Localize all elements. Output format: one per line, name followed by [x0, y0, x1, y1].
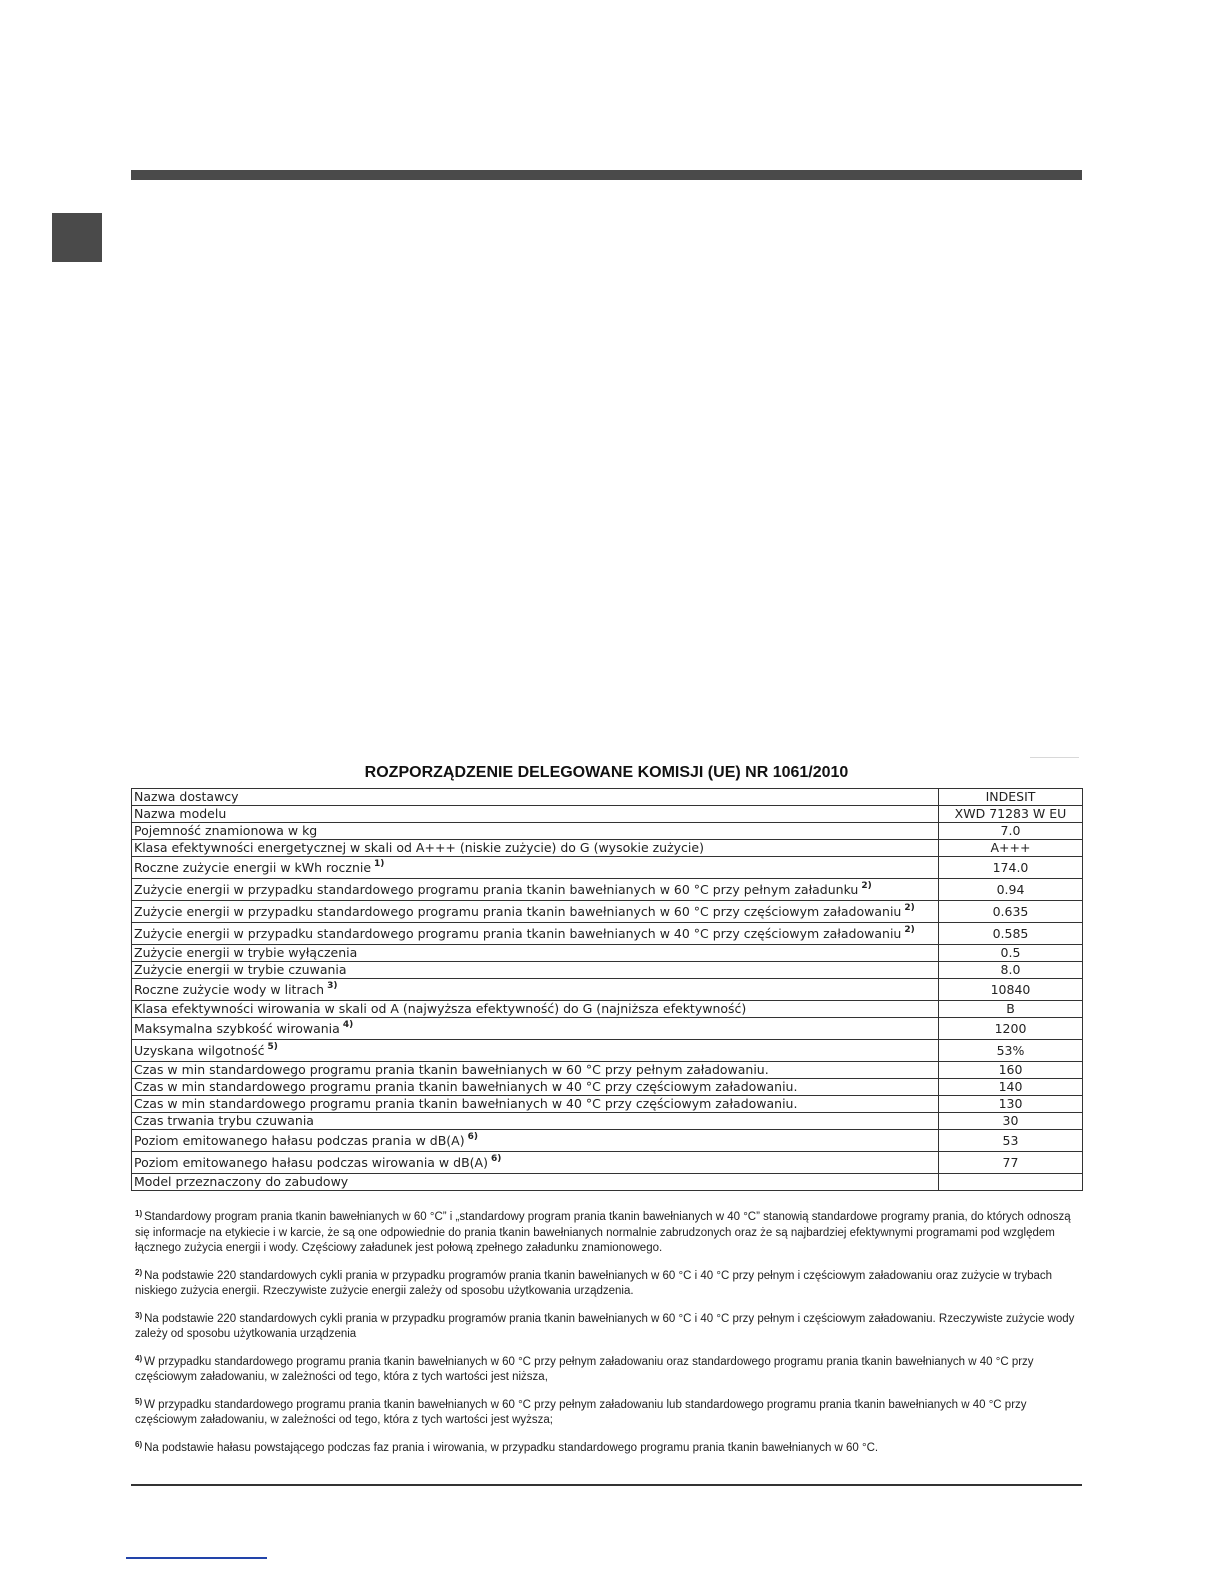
table-row: [132, 1113, 1083, 1130]
table-row: [132, 857, 1083, 879]
footnote-text: Na podstawie hałasu powstającego podczas faz prania i wirowania, w przypadku standardowego programu prania tkanin bawełnianych w 60 °C.: [144, 1441, 879, 1454]
row-label: Uzyskana wilgotność $^{5)}$: [132, 1040, 939, 1062]
table-row: [132, 879, 1083, 901]
footnote-ref: 1): [374, 859, 385, 869]
table-row: [132, 1062, 1083, 1079]
table-row: [132, 962, 1083, 979]
footnote-ref: 2): [861, 881, 872, 891]
row-label: Czas trwania trybu czuwania: [132, 1113, 939, 1130]
footnote-item: [135, 1398, 1080, 1429]
row-value: 53%: [939, 1040, 1083, 1062]
row-value: XWD 71283 W EU: [939, 806, 1083, 823]
header-rule: [131, 170, 1082, 180]
row-value: A+++: [939, 840, 1083, 857]
row-value: 160: [939, 1062, 1083, 1079]
footnote-ref: 2): [904, 925, 915, 935]
table-row: [132, 1001, 1083, 1018]
language-side-tab: [52, 213, 102, 262]
row-label: Zużycie energii w przypadku standardowego programu prania tkanin bawełnianych w 40 °C przy częściowym załadowaniu $^{2)}$: [132, 923, 939, 945]
footnote-number: 5): [135, 1396, 143, 1406]
footnote-number: 3): [135, 1310, 143, 1320]
table-row: [132, 1018, 1083, 1040]
table-row: [132, 945, 1083, 962]
footnote-ref: 6): [467, 1132, 478, 1142]
row-label: Roczne zużycie wody w litrach $^{3)}$: [132, 979, 939, 1001]
footer-rule: [131, 1484, 1082, 1486]
footnote-number: 6): [135, 1439, 143, 1449]
footnote-text: Standardowy program prania tkanin bawełnianych w 60 °C” i „standardowy program prania tkanin bawełnianych w 40 °C” stanowią standardowe programy prania, do których odnoszą się informacje na etykiecie i w karcie, że są one odpowiednie do prania tkanin bawełnianych normalnie zabrudzonych oraz że są najbardziej efektywnymi programami pod względem łącznego zużycia energii i wody. Częściowy załadunek jest połową zpełnego załadunku znamionowego.: [135, 1211, 1071, 1254]
table-row: [132, 901, 1083, 923]
row-label: Roczne zużycie energii w kWh rocznie $^{1)}$: [132, 857, 939, 879]
row-label: Czas w min standardowego programu prania tkanin bawełnianych w 60 °C przy pełnym załadowaniu.: [132, 1062, 939, 1079]
table-row: [132, 1040, 1083, 1062]
row-label: Zużycie energii w przypadku standardowego programu prania tkanin bawełnianych w 60 °C przy częściowym załadowaniu $^{2)}$: [132, 901, 939, 923]
regulation-title: ROZPORZĄDZENIE DELEGOWANE KOMISJI (UE) NR 1061/2010: [364, 764, 849, 781]
row-label: Zużycie energii w trybie czuwania: [132, 962, 939, 979]
footnote-text: W przypadku standardowego programu prania tkanin bawełnianych w 60 °C przy pełnym załadowaniu lub standardowego programu prania tkanin bawełnianych w 40 °C przy częściowym załadowaniu, w zależności od tego, która z tych wartości jest wyższa;: [135, 1398, 1027, 1426]
row-value: 30: [939, 1113, 1083, 1130]
table-row: [132, 1130, 1083, 1152]
footnote-text: W przypadku standardowego programu prania tkanin bawełnianych w 60 °C przy pełnym załadowaniu oraz standardowego programu prania tkanin bawełnianych w 40 °C przy częściowym załadowaniu, w zależności od tego, która z tych wartości jest niższa,: [135, 1355, 1034, 1383]
table-row: [132, 923, 1083, 945]
table-row: [132, 979, 1083, 1001]
table-row: [132, 1096, 1083, 1113]
footnote-number: 1): [135, 1209, 143, 1218]
footnote-ref: 3): [327, 981, 338, 991]
row-value: 0.5: [939, 945, 1083, 962]
row-label: Klasa efektywności energetycznej w skali od A+++ (niskie zużycie) do G (wysokie zużycie): [132, 840, 939, 857]
footnote-text: Na podstawie 220 standardowych cykli prania w przypadku programów prania tkanin bawełnianych w 60 °C i 40 °C przy pełnym i częściowym załadowaniu. Rzeczywiste zużycie wody zależy od sposobu użytkowania urządzenia: [135, 1312, 1075, 1340]
row-label: Zużycie energii w przypadku standardowego programu prania tkanin bawełnianych w 60 °C przy pełnym załadunku $^{2)}$: [132, 879, 939, 901]
footnote-number: 2): [135, 1267, 143, 1277]
row-value: 53: [939, 1130, 1083, 1152]
footnote-item: [135, 1441, 1080, 1457]
footnote-ref: 5): [267, 1042, 278, 1052]
footnote-item: [135, 1269, 1080, 1300]
row-value: INDESIT: [939, 789, 1083, 806]
product-fiche-table: [131, 788, 1083, 1191]
row-value: [939, 1174, 1083, 1191]
row-label: Czas w min standardowego programu prania tkanin bawełnianych w 40 °C przy częściowym załadowaniu.: [132, 1079, 939, 1096]
row-label: Poziom emitowanego hałasu podczas prania w dB(A) $^{6)}$: [132, 1130, 939, 1152]
row-value: 77: [939, 1152, 1083, 1174]
row-label: Model przeznaczony do zabudowy: [132, 1174, 939, 1191]
footnote-ref: 6): [490, 1154, 502, 1164]
row-value: 0.585: [939, 923, 1083, 945]
table-row: [132, 789, 1083, 806]
row-label: Czas w min standardowego programu prania tkanin bawełnianych w 40 °C przy częściowym załadowaniu.: [132, 1096, 939, 1113]
row-label: Pojemność znamionowa w kg: [132, 823, 939, 840]
row-value: 174.0: [939, 857, 1083, 879]
footnote-text: Na podstawie 220 standardowych cykli prania w przypadku programów prania tkanin bawełnianych w 60 °C i 40 °C przy pełnym i częściowym załadowaniu oraz zużycie w trybach niskiego zużycia energii. Rzeczywiste zużycie energii zależy od sposobu użytkowania urządzenia.: [135, 1269, 1053, 1297]
footnote-item: [135, 1312, 1080, 1343]
row-label: Nazwa dostawcy: [132, 789, 939, 806]
row-label: Nazwa modelu: [132, 806, 939, 823]
footnote-ref: 4): [342, 1020, 354, 1030]
row-value: 10840: [939, 979, 1083, 1001]
row-value: B: [939, 1001, 1083, 1018]
row-label: Poziom emitowanego hałasu podczas wirowania w dB(A) $^{6)}$: [132, 1152, 939, 1174]
table-row: [132, 823, 1083, 840]
row-value: 8.0: [939, 962, 1083, 979]
row-label: Maksymalna szybkość wirowania $^{4)}$: [132, 1018, 939, 1040]
row-label: Zużycie energii w trybie wyłączenia: [132, 945, 939, 962]
table-row: [132, 1079, 1083, 1096]
footnote-number: 4): [135, 1353, 143, 1363]
row-value: 130: [939, 1096, 1083, 1113]
table-row: [132, 1174, 1083, 1191]
footnote-item: [135, 1210, 1080, 1257]
footer-link-underline[interactable]: [126, 1557, 267, 1559]
table-row: [132, 806, 1083, 823]
row-value: 140: [939, 1079, 1083, 1096]
footnote-ref: 2): [904, 903, 915, 913]
row-value: 7.0: [939, 823, 1083, 840]
table-row: [132, 1152, 1083, 1174]
corner-mark: [1030, 757, 1079, 758]
row-label: Klasa efektywności wirowania w skali od A (najwyższa efektywność) do G (najniższa efektywność): [132, 1001, 939, 1018]
row-value: 1200: [939, 1018, 1083, 1040]
row-value: 0.94: [939, 879, 1083, 901]
table-row: [132, 840, 1083, 857]
footnote-item: [135, 1355, 1080, 1386]
footnotes: [135, 1210, 1080, 1468]
row-value: 0.635: [939, 901, 1083, 923]
